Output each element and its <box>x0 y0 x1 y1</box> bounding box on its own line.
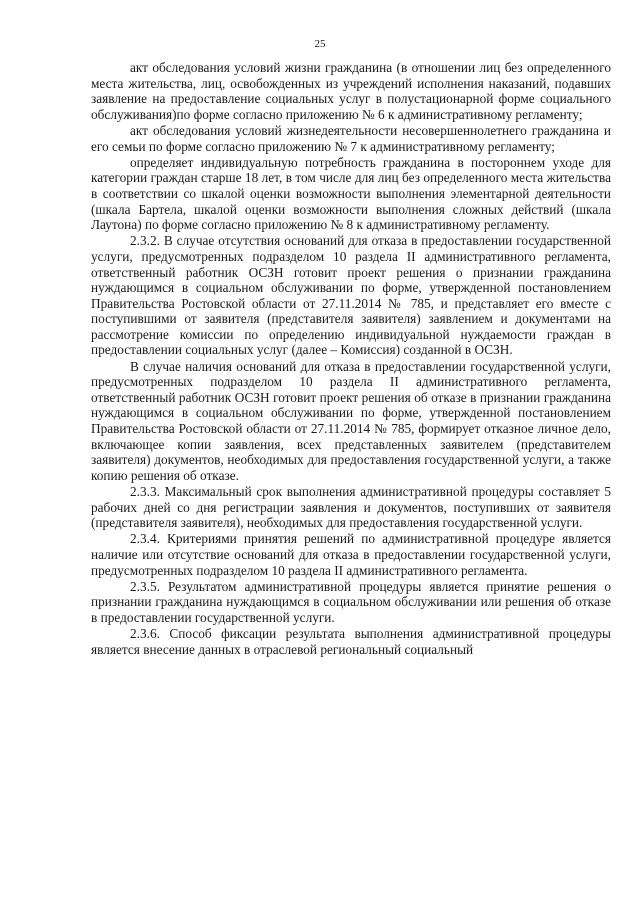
paragraph-2-3-6: 2.3.6. Способ фиксации результата выполнения административной процедуры является внесение данных в отраслевой региональный социальный <box>91 626 611 657</box>
paragraph-2-3-2: 2.3.2. В случае отсутствия оснований для отказа в предоставлении государственной услуги, предусмотренных подразделом 10 раздела II административного регламента, ответственный работник ОСЗН готовит проект решения о признании гражданина нуждающимся в социальном обслуживании по форме, утвержденной постановлением Правительства Ростовской области от 27.11.2014 № 785, и представляет его вместе с поступившими от заявителя (представителя заявителя) заявлением и документами на рассмотрение комиссии по определению индивидуальной нуждаемости граждан в предоставлении социальных услуг (далее – Комиссия) созданной в ОСЗН. <box>91 233 611 358</box>
paragraph-2-3-3: 2.3.3. Максимальный срок выполнения административной процедуры составляет 5 рабочих дней со дня регистрации заявления и документов, поступивших от заявителя (представителя заявителя), необходимых для предоставления государственной услуги. <box>91 484 611 531</box>
paragraph-2-3-4: 2.3.4. Критериями принятия решений по административной процедуре является наличие или отсутствие оснований для отказа в предоставлении государственной услуги, предусмотренных подразделом 10 раздела II административного регламента. <box>91 531 611 578</box>
paragraph-2-3-5: 2.3.5. Результатом административной процедуры является принятие решения о признании гражданина нуждающимся в социальном обслуживании или решения об отказе в предоставлении государственной услуги. <box>91 578 611 625</box>
page-number: 25 <box>314 38 326 50</box>
paragraph-act-living-conditions: акт обследования условий жизни гражданина (в отношении лиц без определенного места жительства, лиц, освобожденных из учреждений исполнения наказаний, подавших заявление на предоставление социальных услуг в полустационарной форме социального обслуживания)по форме согласно приложению № 6 к административному регламенту; <box>91 60 611 122</box>
paragraph-refusal-case: В случае наличия оснований для отказа в предоставлении государственной услуги, предусмотренных подразделом 10 раздела II административного регламента, ответственный работник ОСЗН готовит проект решения об отказе в признании гражданина нуждающимся в социальном обслуживании по форме, утвержденной постановлением Правительства Ростовской области от 27.11.2014 № 785, формирует отказное личное дело, включающее копии заявления, всех представленных заявителем (представителем заявителя) документов, необходимых для предоставления государственной услуги, а также копию решения об отказе. <box>91 358 611 483</box>
paragraph-care-need-assessment: определяет индивидуальную потребность гражданина в постороннем уходе для категории граждан старше 18 лет, в том числе для лиц без определенного места жительства в соответствии со шкалой оценки возможности выполнения элементарной деятельности (шкала Бартела, шкалой оценки возможности выполнения сложных действий (шкала Лаутона) по форме согласно приложению № 8 к административному регламенту. <box>91 154 611 233</box>
paragraph-act-minor-conditions: акт обследования условий жизнедеятельности несовершеннолетнего гражданина и его семьи по форме согласно приложению № 7 к административному регламенту; <box>91 122 611 154</box>
document-body <box>91 60 611 658</box>
